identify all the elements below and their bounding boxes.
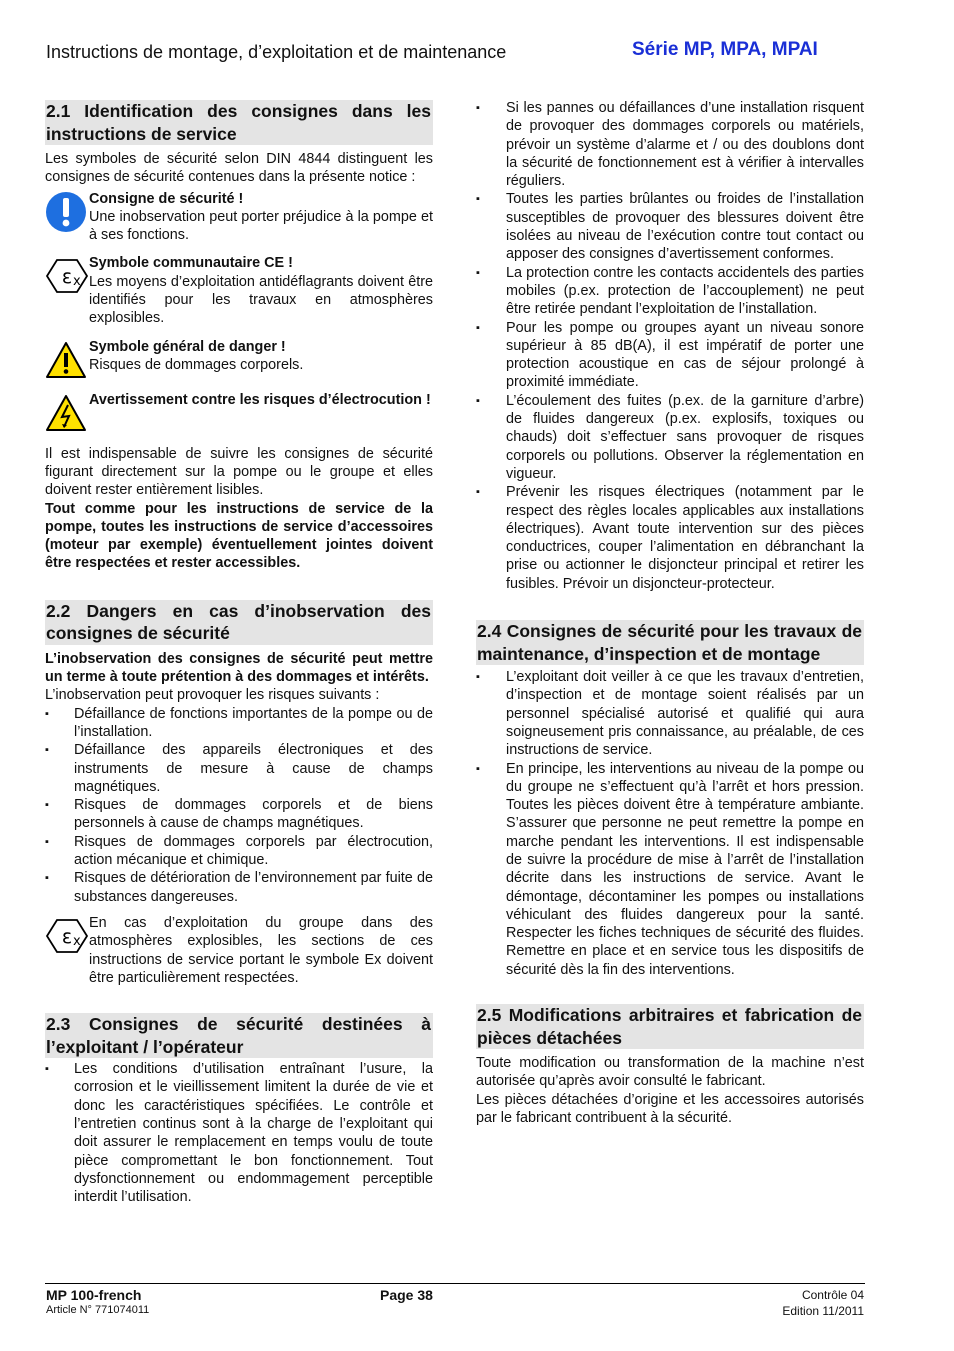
symbol-safety-title: Consigne de sécurité ! — [89, 190, 244, 207]
symbol-electric-title: Avertissement contre les risques d’électrocution ! — [89, 391, 431, 408]
section-2-1-bold-para: Tout comme pour les instructions de service de la pompe, toutes les instructions de service d’accessoires (moteur par exemple) éventuellement jointes doivent être respectées et rester accessibles. — [45, 500, 433, 572]
list-item: ▪ Risques de détérioration de l’environnement par fuite de substances dangereuses. — [45, 869, 433, 906]
right-column — [476, 99, 864, 1127]
symbol-safety-text: Une inobservation peut porter préjudice à la pompe et à ses fonctions. — [89, 208, 433, 244]
ex-hexagon-icon — [45, 254, 89, 298]
svg-text:ε: ε — [61, 266, 73, 289]
section-2-5-heading: 2.5 Modifications arbitraires et fabrication de pièces détachées — [477, 1005, 862, 1048]
list-item: ▪ Pour les pompe ou groupes ayant un niveau sonore supérieur à 85 dB(A), il est impératif de porter une protection acoustique en cas de séjour prolongé à proximité immédiate. — [476, 319, 864, 392]
symbol-ex-title: Symbole communautaire CE ! — [89, 255, 293, 272]
list-item: ▪ Défaillance de fonctions importantes de la pompe ou de l’installation. — [45, 705, 433, 742]
section-2-1-heading: 2.1 Identification des consignes dans les instructions de service — [46, 101, 431, 144]
svg-text:ε: ε — [61, 925, 73, 948]
symbol-ex-text: Les moyens d’exploitation antidéflagrants doivent être identifiés pour les travaux en atmosphères explosibles. — [89, 273, 433, 327]
list-item: ▪ Risques de dommages corporels et de biens personnels à cause de champs magnétiques. — [45, 796, 433, 833]
list-item: ▪ Risques de dommages corporels par électrocution, action mécanique et chimique. — [45, 833, 433, 870]
footer-control: Contrôle 04 — [801, 1288, 864, 1302]
list-item: ▪ En principe, les interventions au niveau de la pompe ou du groupe ne s’effectuent qu’à l’arrêt et hors pression. Toutes les pièces doivent être à température ambiante. S’assurer que personne ne peut remettre la pompe en marche pendant les interventions. Il est indispensable de suivre la procédure de mise à l’arrêt de l’installation décrite dans les instructions de service. Avant le démontage, décontaminer les pompes ou installations véhiculant des fluides dangereux pour la santé. Respecter les fiches techniques de sécurité des fluides. Remettre en place et en service tous les dispositifs de sécurité dès la fin des interventions. — [476, 760, 864, 980]
section-2-3-list-right — [476, 99, 864, 593]
section-2-2-list — [45, 705, 433, 906]
ex-note — [45, 914, 433, 987]
footer-article-number: Article N° 771074011 — [46, 1304, 150, 1316]
symbol-danger-text: Risques de dommages corporels. — [89, 356, 304, 373]
list-item: ▪ Si les pannes ou défaillances d’une installation risquent de provoquer des dommages corporels ou matériels, prévoir un système d’alarme et / ou des doublons dont la sécurité de fonctionnement est à vérifier à intervalles réguliers. — [476, 99, 864, 190]
list-item: ▪ Toutes les parties brûlantes ou froides de l’installation susceptibles de provoquer des blessures doivent être isolées au niveau de l’exécution contre tout contact ou apposer des consignes d’avertissement conformes. — [476, 190, 864, 263]
section-2-3-heading: 2.3 Consignes de sécurité destinées à l’exploitant / l’opérateur — [46, 1014, 431, 1057]
section-2-5-para-1: Toute modification ou transformation de la machine n’est autorisée qu’après avoir consulté le fabricant. — [476, 1055, 864, 1090]
section-2-3-list-left — [45, 1060, 433, 1206]
list-item: ▪ La protection contre les contacts accidentels des parties mobiles (p.ex. protection de l’accouplement) ne peut être retirée pendant l’exploitation de l’installation. — [476, 264, 864, 319]
symbol-danger — [45, 338, 433, 382]
ex-hexagon-icon — [45, 914, 89, 958]
list-item: ▪ Les conditions d’utilisation entraînant l’usure, la corrosion et le vieillissement limitent la durée de vie et donc les caractéristiques spécifiées. Le contrôle et l’entretien continus sont à la charge de l’exploitant qui doit assurer le remplacement en temps voulu de toute pièce compromettant le bon fonctionnement. Tout dysfonctionnement ou endommagement perceptible interdit l’utilisation. — [45, 1060, 433, 1206]
list-item: ▪ L’exploitant doit veiller à ce que les travaux d’entretien, d’inspection et de montage soient réalisés par un personnel spécialisé autorisé et qualifié qui aura soigneusement pris connaissance, au préalable, de ces instructions de service. — [476, 668, 864, 759]
section-2-2-heading: 2.2 Dangers en cas d’inobservation des consignes de sécurité — [46, 600, 431, 644]
left-column — [45, 100, 433, 1206]
footer-doc-name: MP 100-french — [46, 1287, 142, 1303]
section-2-2-intro: L’inobservation peut provoquer les risques suivants : — [45, 687, 380, 704]
section-2-2-bold-para: L’inobservation des consignes de sécurité peut mettre un terme à toute prétention à des dommages et intérêts. — [45, 650, 433, 686]
section-2-1-intro: Les symboles de sécurité selon DIN 4844 distinguent les consignes de sécurité contenues dans la présente notice : — [45, 151, 433, 186]
exclamation-circle-icon — [45, 190, 89, 234]
section-2-5-para-2: Les pièces détachées d’origine et les accessoires autorisés par le fabricant contribuent à la sécurité. — [476, 1091, 864, 1126]
list-item: ▪ Défaillance des appareils électroniques et des instruments de mesure à cause de champs magnétiques. — [45, 741, 433, 796]
document-title: Instructions de montage, d’exploitation et de maintenance — [46, 42, 507, 62]
symbol-safety-note — [45, 190, 433, 245]
footer-page-number: Page 38 — [380, 1287, 433, 1303]
series-title: Série MP, MPA, MPAI — [632, 39, 818, 60]
list-item: ▪ L’écoulement des fuites (p.ex. de la garniture d’arbre) de fluides dangereux (p.ex. explosifs, toxiques ou chauds) doit s’effectuer sans provoquer de risques corporels ou pollutions. Observer la réglementation en vigueur. — [476, 392, 864, 483]
warning-triangle-icon — [45, 338, 89, 382]
footer-edition: Edition 11/2011 — [782, 1304, 864, 1318]
list-item: ▪ Prévenir les risques électriques (notamment par le respect des règles locales applicables aux installations électriques). Avant toute intervention sur des pièces conductrices, couper l’alimentation en débranchant la prise ou actionner le disjoncteur principal et retirer les fusibles. Prévoir un disjoncteur-protecteur. — [476, 483, 864, 593]
electric-hazard-icon — [45, 391, 89, 435]
footer-divider — [45, 1283, 865, 1284]
ex-note-text: En cas d’exploitation du groupe dans des atmosphères explosibles, les sections de ces instructions de service portant le symbole Ex doivent être particulièrement respectées. — [89, 914, 433, 986]
svg-text:x: x — [73, 933, 81, 949]
section-2-4-list — [476, 668, 864, 979]
section-2-4-heading: 2.4 Consignes de sécurité pour les travaux de maintenance, d’inspection et de montage — [477, 621, 862, 664]
svg-text:x: x — [73, 274, 81, 290]
symbol-danger-title: Symbole général de danger ! — [89, 338, 286, 355]
section-2-1-para: Il est indispensable de suivre les consignes de sécurité figurant directement sur la pompe ou le groupe et elles doivent rester entièrement lisibles. — [45, 445, 433, 499]
symbol-ex — [45, 254, 433, 327]
symbol-electric — [45, 391, 433, 435]
